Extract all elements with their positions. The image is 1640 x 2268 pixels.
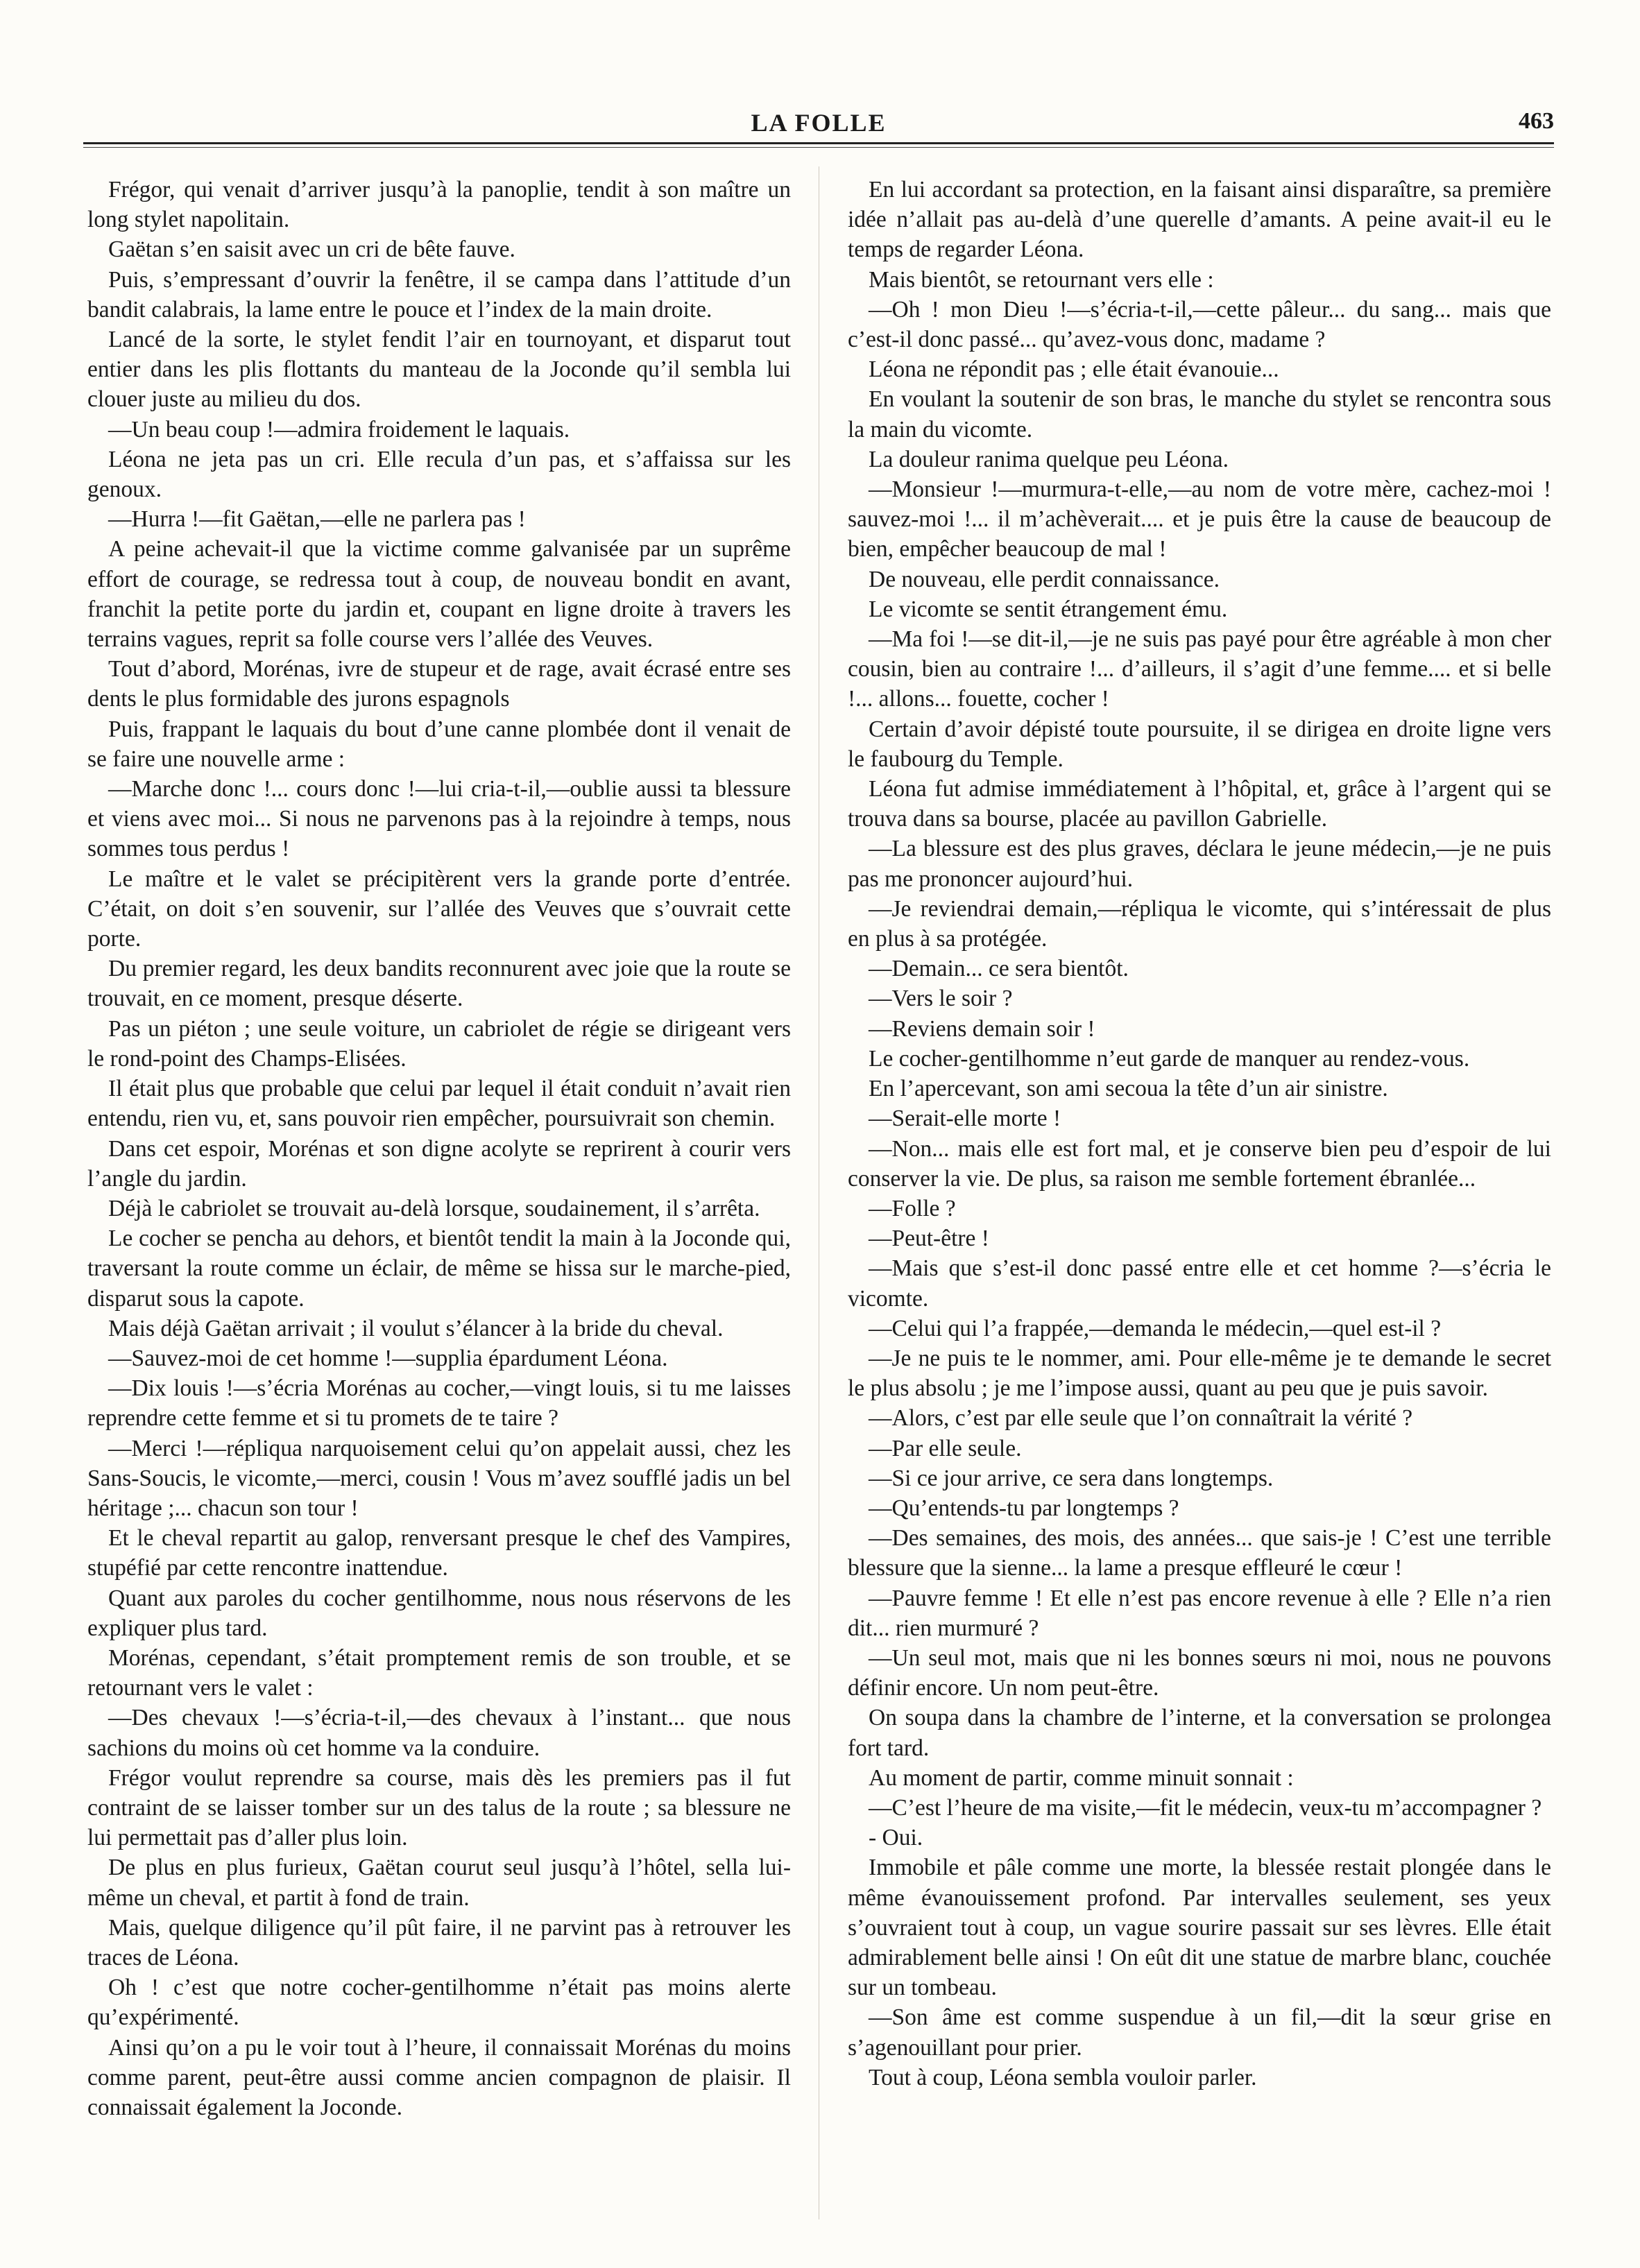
running-title: LA FOLLE bbox=[751, 109, 887, 137]
paragraph: Le cocher-gentilhomme n’eut garde de manquer au rendez-vous. bbox=[869, 1045, 1470, 1072]
paragraph: —Un seul mot, mais que ni les bonnes sœurs ni moi, nous ne pouvons définir encore. Un nom peut-être. bbox=[848, 1644, 1551, 1701]
paragraph: Le cocher se pencha au dehors, et bientôt tendit la main à la Joconde qui, traversant la route comme un éclair, de même se hissa sur le marche-pied, disparut sous la capote. bbox=[87, 1226, 791, 1312]
paragraph: —Reviens demain soir ! bbox=[869, 1015, 1095, 1042]
paragraph: —Un beau coup !—admira froidement le laquais. bbox=[108, 416, 570, 443]
paragraph: —Qu’entends-tu par longtemps ? bbox=[869, 1495, 1179, 1521]
right-text-column bbox=[848, 175, 1551, 2093]
paragraph: De plus en plus furieux, Gaëtan courut seul jusqu’à l’hôtel, sella lui-même un cheval, et partit à fond de train. bbox=[87, 1855, 791, 1911]
paragraph: De nouveau, elle perdit connaissance. bbox=[869, 566, 1220, 592]
paragraph: Puis, s’empressant d’ouvrir la fenêtre, il se campa dans l’attitude d’un bandit calabrais, la lame entre le pouce et l’index de la main droite. bbox=[87, 266, 791, 323]
header-rule bbox=[83, 142, 1554, 144]
paragraph: Puis, frappant le laquais du bout d’une canne plombée dont il venait de se faire une nouvelle arme : bbox=[87, 716, 791, 772]
paragraph: —Son âme est comme suspendue à un fil,—dit la sœur grise en s’agenouillant pour prier. bbox=[848, 2004, 1551, 2061]
paragraph: Certain d’avoir dépisté toute poursuite, il se dirigea en droite ligne vers le faubourg du Temple. bbox=[848, 716, 1551, 772]
paragraph: Frégor voulut reprendre sa course, mais dès les premiers pas il fut contraint de se laisser tomber sur un des talus de la route ; sa blessure ne lui permettait pas d’aller plus loin. bbox=[87, 1764, 791, 1851]
page-header bbox=[83, 104, 1554, 146]
paragraph: —Sauvez-moi de cet homme !—supplia épardument Léona. bbox=[108, 1345, 668, 1371]
paragraph: —Peut-être ! bbox=[869, 1226, 989, 1252]
paragraph: —Marche donc !... cours donc !—lui cria-t-il,—oublie aussi ta blessure et viens avec moi... Si nous ne parvenons pas à la rejoindre à temps, nous sommes tous perdus ! bbox=[87, 776, 791, 862]
paragraph: Mais bientôt, se retournant vers elle : bbox=[869, 266, 1214, 293]
paragraph: —Hurra !—fit Gaëtan,—elle ne parlera pas ! bbox=[108, 506, 526, 533]
paragraph: —Non... mais elle est fort mal, et je conserve bien peu d’espoir de lui conserver la vie. De plus, sa raison me semble fortement ébranlée... bbox=[848, 1135, 1551, 1192]
paragraph: —Monsieur !—murmura-t-elle,—au nom de votre mère, cachez-moi ! sauvez-moi !... il m’achèverait.... et je puis être la cause de beaucoup de bien, empêcher beaucoup de mal ! bbox=[848, 476, 1551, 562]
paragraph: Léona fut admise immédiatement à l’hôpital, et, grâce à l’argent qui se trouva dans sa bourse, placée au pavillon Gabrielle. bbox=[848, 776, 1551, 832]
paragraph: —Celui qui l’a frappée,—demanda le médecin,—quel est-il ? bbox=[869, 1315, 1442, 1341]
paragraph: En voulant la soutenir de son bras, le manche du stylet se rencontra sous la main du vicomte. bbox=[848, 386, 1551, 443]
paragraph: Immobile et pâle comme une morte, la blessée restait plongée dans le même évanouissement profond. Par intervalles seulement, ses yeux s’ouvraient tout à coup, un vague sourire passait sur ses lèvres. Elle était admirablement belle ainsi ! On eût dit une statue de marbre blanc, couchée sur un tombeau. bbox=[848, 1855, 1551, 2001]
paragraph: Ainsi qu’on a pu le voir tout à l’heure, il connaissait Morénas du moins comme parent, peut-être aussi comme ancien compagnon de plaisir. Il connaissait également la Joconde. bbox=[87, 2034, 791, 2120]
paragraph: —Par elle seule. bbox=[869, 1435, 1022, 1461]
paragraph: Mais déjà Gaëtan arrivait ; il voulut s’élancer à la bride du cheval. bbox=[108, 1315, 724, 1341]
paragraph: La douleur ranima quelque peu Léona. bbox=[869, 446, 1229, 472]
paragraph: On soupa dans la chambre de l’interne, et la conversation se prolongea fort tard. bbox=[848, 1705, 1551, 1761]
paragraph: —Oh ! mon Dieu !—s’écria-t-il,—cette pâleur... du sang... mais que c’est-il donc passé... qu’avez-vous donc, madame ? bbox=[848, 296, 1551, 353]
paragraph: Léona ne jeta pas un cri. Elle recula d’un pas, et s’affaissa sur les genoux. bbox=[87, 446, 791, 503]
paragraph: —Pauvre femme ! Et elle n’est pas encore revenue à elle ? Elle n’a rien dit... rien murmuré ? bbox=[848, 1585, 1551, 1641]
paragraph: —Alors, c’est par elle seule que l’on connaîtrait la vérité ? bbox=[869, 1405, 1413, 1432]
paragraph: En l’apercevant, son ami secoua la tête d’un air sinistre. bbox=[869, 1076, 1388, 1102]
paragraph: —Mais que s’est-il donc passé entre elle et cet homme ?—s’écria le vicomte. bbox=[848, 1255, 1551, 1312]
paragraph: —La blessure est des plus graves, déclara le jeune médecin,—je ne puis pas me prononcer aujourd’hui. bbox=[848, 836, 1551, 892]
paragraph: —Ma foi !—se dit-il,—je ne suis pas payé pour être agréable à mon cher cousin, bien au contraire !... d’ailleurs, il s’agit d’une femme.... et si belle !... allons... fouette, cocher ! bbox=[848, 626, 1551, 712]
paragraph: —Serait-elle morte ! bbox=[869, 1106, 1061, 1132]
paragraph: —Vers le soir ? bbox=[869, 986, 1013, 1012]
paragraph: Dans cet espoir, Morénas et son digne acolyte se reprirent à courir vers l’angle du jardin. bbox=[87, 1135, 791, 1192]
paragraph: —Des chevaux !—s’écria-t-il,—des chevaux à l’instant... que nous sachions du moins où cet homme va la conduire. bbox=[87, 1705, 791, 1761]
paragraph: Au moment de partir, comme minuit sonnait : bbox=[869, 1764, 1294, 1791]
paragraph: —Demain... ce sera bientôt. bbox=[869, 956, 1129, 982]
paragraph: Oh ! c’est que notre cocher-gentilhomme n’était pas moins alerte qu’expérimenté. bbox=[87, 1975, 791, 2031]
paragraph: Le maître et le valet se précipitèrent vers la grande porte d’entrée. C’était, on doit s’en souvenir, sur l’allée des Veuves que s’ouvrait cette porte. bbox=[87, 866, 791, 952]
paragraph: Le vicomte se sentit étrangement ému. bbox=[869, 596, 1228, 622]
paragraph: Il était plus que probable que celui par lequel il était conduit n’avait rien entendu, rien vu, et, sans pouvoir rien empêcher, poursuivrait son chemin. bbox=[87, 1076, 791, 1132]
paragraph: Gaëtan s’en saisit avec un cri de bête fauve. bbox=[108, 237, 515, 263]
page-number: 463 bbox=[1519, 108, 1554, 134]
paragraph: Et le cheval repartit au galop, renversant presque le chef des Vampires, stupéfié par cette rencontre inattendue. bbox=[87, 1525, 791, 1581]
paragraph: - Oui. bbox=[869, 1825, 923, 1851]
paragraph: Quant aux paroles du cocher gentilhomme, nous nous réservons de les expliquer plus tard. bbox=[87, 1585, 791, 1641]
paragraph: Du premier regard, les deux bandits reconnurent avec joie que la route se trouvait, en ce moment, presque déserte. bbox=[87, 956, 791, 1012]
paragraph: —C’est l’heure de ma visite,—fit le médecin, veux-tu m’accompagner ? bbox=[869, 1794, 1542, 1821]
paragraph: Morénas, cependant, s’était promptement remis de son trouble, et se retournant vers le valet : bbox=[87, 1644, 791, 1701]
paragraph: —Je reviendrai demain,—répliqua le vicomte, qui s’intéressait de plus en plus à sa protégée. bbox=[848, 895, 1551, 952]
paragraph: —Je ne puis te le nommer, ami. Pour elle-même je te demande le secret le plus absolu ; je me l’impose aussi, quant au peu que je puis savoir. bbox=[848, 1345, 1551, 1402]
paragraph: Lancé de la sorte, le stylet fendit l’air en tournoyant, et disparut tout entier dans les plis flottants du manteau de la Joconde qu’il sembla lui clouer juste au milieu du dos. bbox=[87, 327, 791, 413]
header-rule-thin bbox=[83, 147, 1554, 148]
paragraph: A peine achevait-il que la victime comme galvanisée par un suprême effort de courage, se redressa tout à coup, de nouveau bondit en avant, franchit la petite porte du jardin et, coupant en ligne droite à travers les terrains vagues, reprit sa folle course vers l’allée des Veuves. bbox=[87, 536, 791, 653]
paragraph: —Folle ? bbox=[869, 1195, 956, 1221]
paragraph: —Des semaines, des mois, des années... que sais-je ! C’est une terrible blessure que la sienne... la lame a presque effleuré le cœur ! bbox=[848, 1525, 1551, 1581]
paragraph: Léona ne répondit pas ; elle était évanouie... bbox=[869, 356, 1279, 383]
paragraph: En lui accordant sa protection, en la faisant ainsi disparaître, sa première idée n’allait pas au-delà d’une querelle d’amants. A peine avait-il eu le temps de regarder Léona. bbox=[848, 177, 1551, 263]
paragraph: —Dix louis !—s’écria Morénas au cocher,—vingt louis, si tu me laisses reprendre cette femme et si tu promets de te taire ? bbox=[87, 1375, 791, 1432]
paragraph: —Merci !—répliqua narquoisement celui qu’on appelait aussi, chez les Sans-Soucis, le vicomte,—merci, cousin ! Vous m’avez soufflé jadis un bel héritage ;... chacun son tour ! bbox=[87, 1435, 791, 1521]
paragraph: Tout d’abord, Morénas, ivre de stupeur et de rage, avait écrasé entre ses dents le plus formidable des jurons espagnols bbox=[87, 656, 791, 712]
paragraph: Pas un piéton ; une seule voiture, un cabriolet de régie se dirigeant vers le rond-point des Champs-Elisées. bbox=[87, 1015, 791, 1072]
paragraph: Frégor, qui venait d’arriver jusqu’à la panoplie, tendit à son maître un long stylet napolitain. bbox=[87, 177, 791, 233]
paragraph: Mais, quelque diligence qu’il pût faire, il ne parvint pas à retrouver les traces de Léona. bbox=[87, 1914, 791, 1970]
paragraph: Déjà le cabriolet se trouvait au-delà lorsque, soudainement, il s’arrêta. bbox=[108, 1195, 760, 1221]
paragraph: Tout à coup, Léona sembla vouloir parler. bbox=[869, 2064, 1257, 2090]
paragraph: —Si ce jour arrive, ce sera dans longtemps. bbox=[869, 1465, 1274, 1491]
left-text-column bbox=[87, 175, 791, 2122]
